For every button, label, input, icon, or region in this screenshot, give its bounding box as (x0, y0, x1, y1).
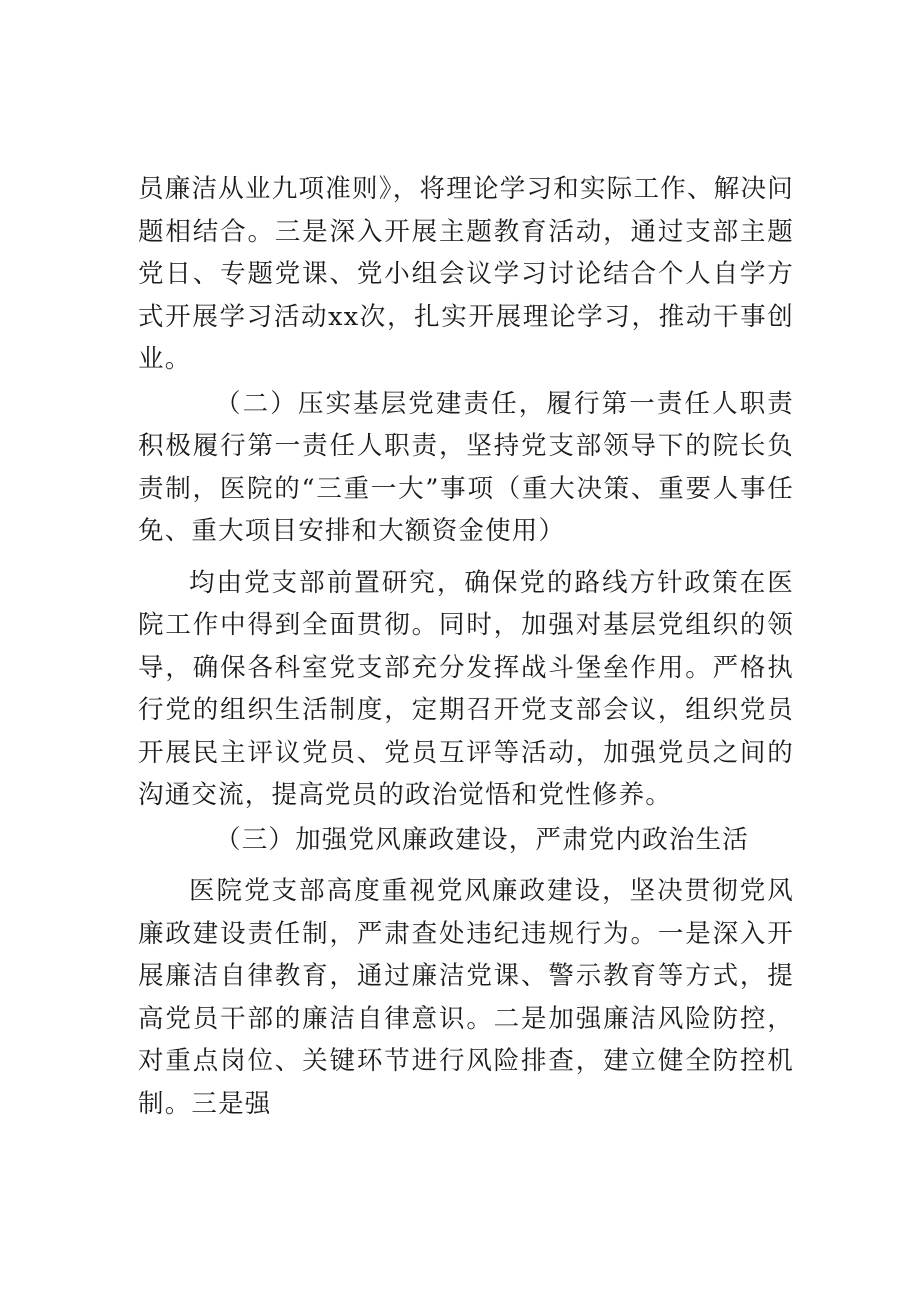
section-heading-3: （三）加强党风廉政建设，严肃党内政治生活 (215, 824, 750, 855)
document-page (138, 168, 794, 1125)
section-heading-2: （二）压实基层党建责任，履行第一责任人职责积极履行第一责任人职责，坚持党支部领导下的院长负责制，医院的“三重一大”事项（重大决策、重要人事任免、重大项目安排和大额资金使用） (138, 388, 794, 546)
paragraph-2: 均由党支部前置研究，确保党的路线方针政策在医院工作中得到全面贯彻。同时，加强对基层党组织的领导，确保各科室党支部充分发挥战斗堡垒作用。严格执行党的组织生活制度，定期召开党支部会议，组织党员开展民主评议党员、党员互评等活动，加强党员之间的沟通交流，提高党员的政治觉悟和党性修养。 (138, 567, 794, 810)
paragraph-1: 员廉洁从业九项准则》，将理论学习和实际工作、解决问题相结合。三是深入开展主题教育活动，通过支部主题党日、专题党课、党小组会议学习讨论结合个人自学方式开展学习活动xx次，扎实开展理论学习，推动干事创业。 (138, 174, 794, 374)
paragraph-3: 医院党支部高度重视党风廉政建设，坚决贯彻党风廉政建设责任制，严肃查处违纪违规行为。一是深入开展廉洁自律教育，通过廉洁党课、警示教育等方式，提高党员干部的廉洁自律意识。二是加强廉洁风险防控，对重点岗位、关键环节进行风险排查，建立健全防控机制。三是强 (138, 876, 794, 1119)
